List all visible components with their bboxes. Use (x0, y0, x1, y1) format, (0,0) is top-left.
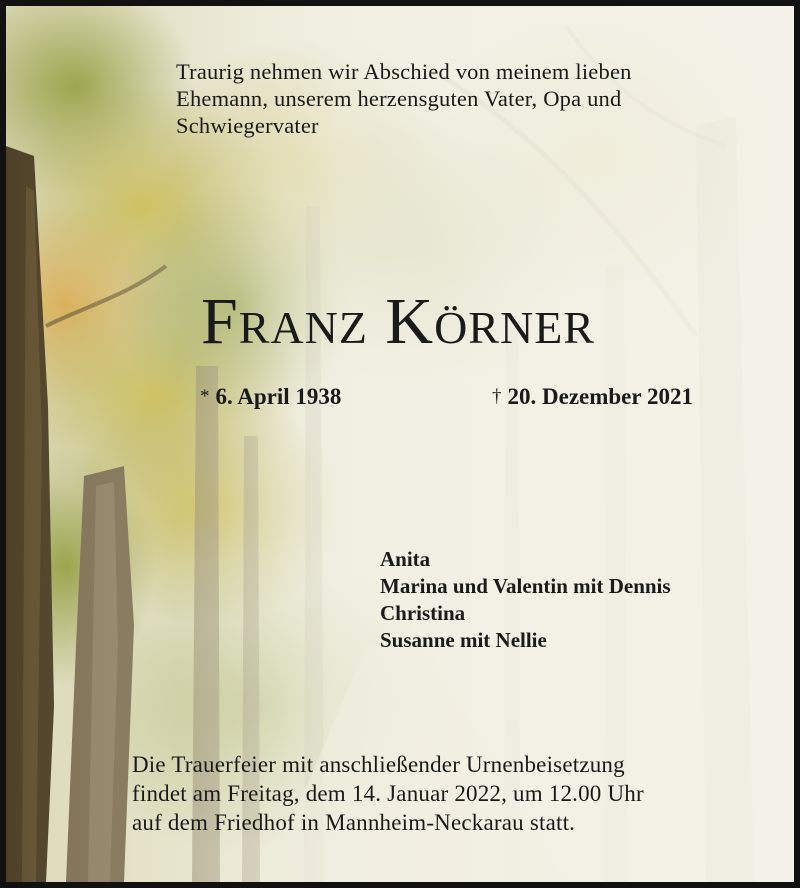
birth-date-text: 6. April 1938 (215, 384, 342, 409)
funeral-details (132, 750, 772, 837)
mourner-entry: Susanne mit Nellie (380, 628, 547, 652)
funeral-line: Die Trauerfeier mit anschließender Urnenbeisetzung (132, 752, 625, 777)
intro-line: Traurig nehmen wir Abschied von meinem lieben (176, 59, 632, 84)
mourner-entry: Marina und Valentin mit Dennis (380, 574, 671, 598)
deceased-name: Franz Körner (201, 285, 595, 358)
mourner-entry: Anita (380, 547, 431, 571)
intro-text (176, 58, 766, 139)
intro-line: Schwiegervater (176, 113, 319, 138)
funeral-line: findet am Freitag, dem 14. Januar 2022, um 12.00 Uhr (132, 781, 644, 806)
funeral-line: auf dem Friedhof in Mannheim-Neckarau statt. (132, 810, 576, 835)
death-date-text: 20. Dezember 2021 (507, 384, 693, 409)
intro-line: Ehemann, unserem herzensguten Vater, Opa und (176, 86, 622, 111)
birth-symbol: * (200, 386, 210, 407)
death-cross-symbol: † (492, 386, 502, 407)
mourners-list (380, 546, 780, 654)
death-date (492, 382, 693, 412)
birth-date (200, 382, 341, 412)
mourner-entry: Christina (380, 601, 466, 625)
